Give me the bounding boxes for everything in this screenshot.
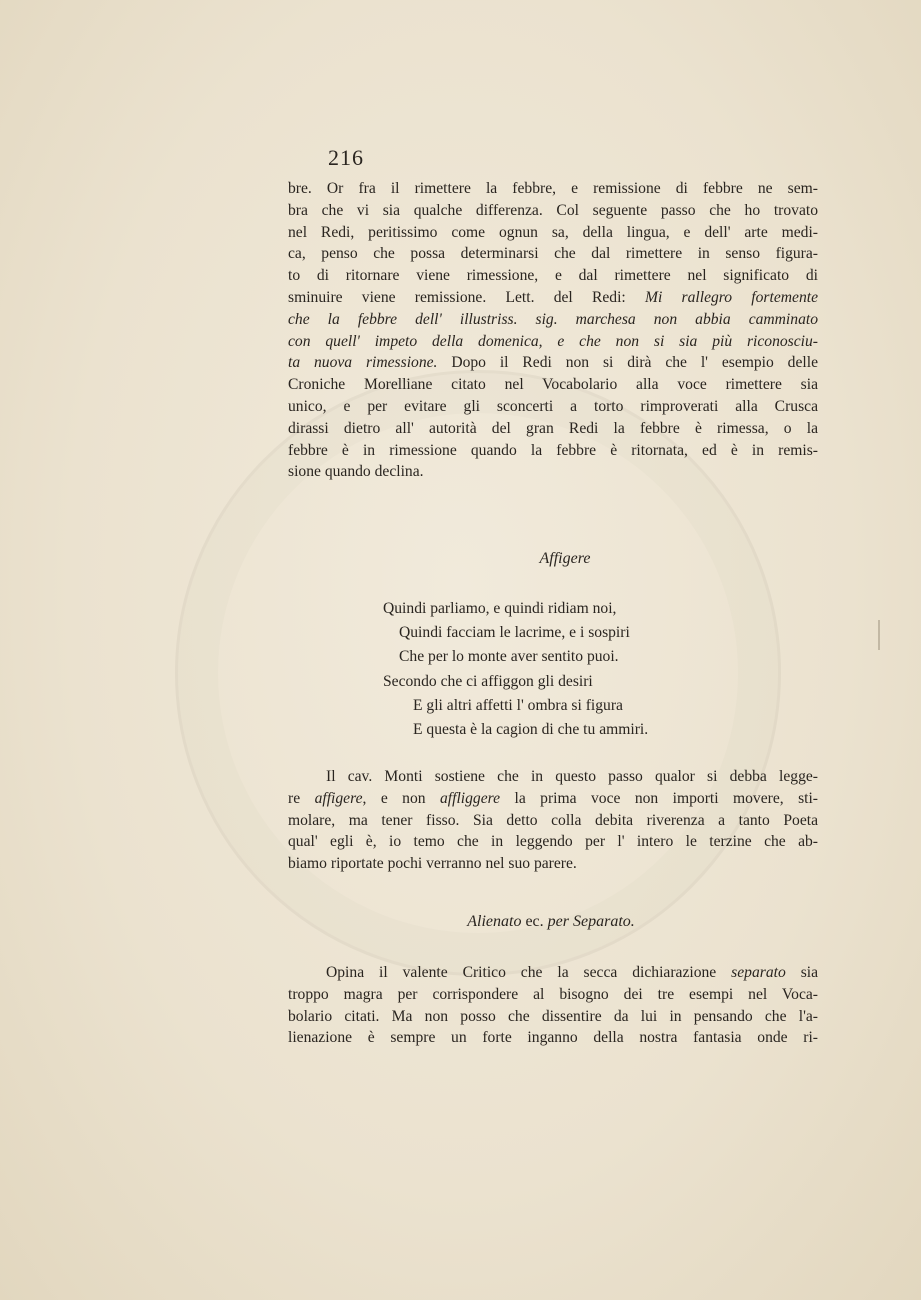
italic-term: affigere bbox=[314, 789, 363, 807]
text-line: to di ritornare viene rimessione, e dal rimettere nel significato di bbox=[288, 267, 818, 285]
page-number: 216 bbox=[328, 145, 364, 170]
text-line bbox=[288, 962, 818, 984]
text-line: ca, penso che possa determinarsi che dal rimettere in senso figura- bbox=[288, 245, 818, 263]
verse-quotation bbox=[383, 597, 648, 742]
text-line: nel Redi, peritissimo come ognun sa, della lingua, e dell' arte medi- bbox=[288, 223, 818, 241]
text-segment: la prima voce non importi movere, sti- bbox=[514, 789, 819, 807]
text-line: Il cav. Monti sostiene che in questo passo qualor si debba legge- bbox=[326, 768, 818, 785]
heading-term: Alienato bbox=[467, 913, 522, 930]
italic-quote-line: con quell' impeto della domenica, e che non si sia più riconosciu- bbox=[288, 332, 818, 350]
paragraph-monti bbox=[288, 766, 818, 875]
verse-line: Secondo che ci affiggon gli desiri bbox=[383, 672, 593, 690]
italic-term: affliggere bbox=[440, 789, 501, 807]
text-line: unico, e per evitare gli sconcerti a torto rimproverati alla Crusca bbox=[288, 397, 818, 415]
text-line: lienazione è sempre un forte inganno della nostra fantasia onde ri- bbox=[288, 1029, 818, 1047]
text-line bbox=[288, 287, 818, 309]
text-segment: sminuire viene remissione. Lett. del Redi: bbox=[288, 288, 626, 306]
verse-line: Quindi parliamo, e quindi ridiam noi, bbox=[383, 600, 617, 617]
text-line: bolario citati. Ma non posso che dissentire da lui in pensando che l'a- bbox=[288, 1007, 818, 1025]
text-line: bra che vi sia qualche differenza. Col seguente passo che ho trovato bbox=[288, 201, 818, 219]
italic-quote: Mi rallegro fortemente bbox=[645, 288, 818, 306]
text-line bbox=[288, 788, 818, 810]
text-line: dirassi dietro all' autorità del gran Redi la febbre è rimessa, o la bbox=[288, 419, 818, 437]
text-line: febbre è in rimessione quando la febbre è ritornata, ed è in remis- bbox=[288, 441, 818, 459]
text-line: bre. Or fra il rimettere la febbre, e remissione di febbre ne sem- bbox=[288, 180, 818, 197]
text-segment: Dopo il Redi non si dirà che l' esempio delle bbox=[451, 354, 818, 372]
paragraph-critico bbox=[288, 962, 818, 1049]
verse-line: E gli altri affetti l' ombra si figura bbox=[413, 696, 623, 714]
text-line: qual' egli è, io temo che in leggendo per l' intero le terzine che ab- bbox=[288, 833, 818, 851]
text-line: biamo riportate pochi verranno nel suo parere. bbox=[288, 855, 577, 873]
text-line: molare, ma tener fisso. Sia detto colla debita riverenza a tanto Poeta bbox=[288, 811, 818, 829]
text-segment: re bbox=[288, 789, 301, 807]
page-edge-mark bbox=[878, 620, 880, 650]
paragraph-redi bbox=[288, 178, 818, 483]
text-line: sione quando declina. bbox=[288, 463, 424, 481]
italic-quote-line: che la febbre dell' illustriss. sig. marchesa non abbia camminato bbox=[288, 310, 818, 328]
text-segment: sia bbox=[800, 964, 819, 981]
section-heading-alienato bbox=[286, 913, 816, 931]
text-line bbox=[288, 352, 818, 374]
verse-line: Che per lo monte aver sentito puoi. bbox=[399, 648, 619, 666]
italic-quote: ta nuova rimessione. bbox=[288, 354, 438, 372]
verse-line: E questa è la cagion di che tu ammiri. bbox=[413, 721, 649, 739]
section-heading-affigere: Affigere bbox=[539, 550, 591, 567]
verse-line: Quindi facciam le lacrime, e i sospiri bbox=[399, 624, 630, 642]
italic-term: separato bbox=[731, 964, 786, 981]
text-line: Croniche Morelliane citato nel Vocabolario alla voce rimettere sia bbox=[288, 376, 818, 394]
text-line: troppo magra per corrispondere al bisogno dei tre esempi nel Voca- bbox=[288, 985, 818, 1003]
heading-term: per Separato. bbox=[547, 913, 635, 930]
text-segment: , e non bbox=[362, 789, 426, 807]
text-segment: Opina il valente Critico che la secca dichiarazione bbox=[326, 964, 717, 981]
heading-abbrev: ec. bbox=[525, 913, 544, 930]
